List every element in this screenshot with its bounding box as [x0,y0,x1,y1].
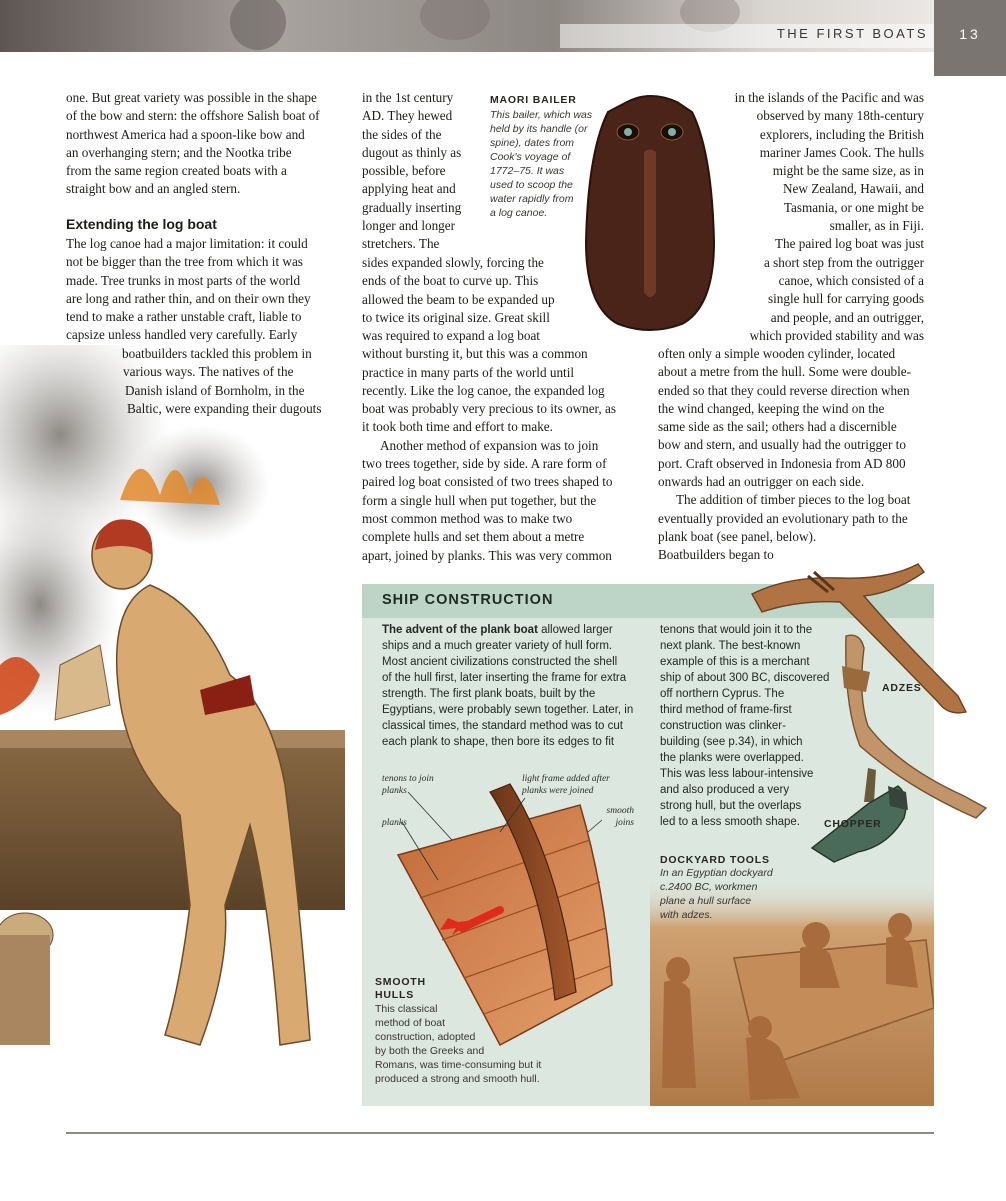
caption-line: This bailer, which was [490,109,593,121]
leader-line [408,792,452,840]
text-line: a short step from the outrigger [763,254,924,270]
text-line: plank boat (see panel, below). [658,528,817,544]
text-line: ship of about 300 BC, discovered [660,672,830,684]
text-line: led to a less smooth shape. [660,816,800,828]
text-line: tenons that would join it to the [660,624,813,636]
text-line: to twice its original size. Great skill [362,309,550,325]
caption-line: This classical [375,1003,438,1015]
text-line: most common method was to make two [362,510,573,526]
text-line: apart, joined by planks. This was very common [362,547,612,563]
caption-line: 1772–75. It was [490,165,565,177]
text-line: one. But great variety was possible in the shape [66,90,317,105]
text-line: eventually provided an evolutionary path to the [658,510,908,526]
label-smooth-joins [590,806,634,829]
text-line: are long and rather thin, and on their own they [66,290,311,306]
text-line: boat was probably very precious to its owner, as [362,401,617,417]
text-line: two trees together, side by side. A rare form of [362,456,607,472]
text-line: capsize unless handled very carefully. Early [66,327,298,343]
text-line: the sides of the [362,126,442,142]
text-line: of the bow and stern: the offshore Salish boat of [66,108,320,124]
text-line: same side as the sail; others had a discernible [658,419,897,435]
caption-line: a log canoe. [490,207,548,219]
caption-line: method of boat [375,1017,446,1029]
col3-paragraph-right-aligned [658,89,924,345]
text-line: single hull for carrying goods [767,291,924,307]
text-line: boatbuilders tackled this problem in [122,346,312,361]
text-line: in the islands of the Pacific and was [734,90,924,105]
caption-line: c.2400 BC, workmen [660,881,758,893]
col2-paragraph-mid [362,254,592,327]
text-line: strength. The first plank boats, built by the [382,688,596,700]
text-line: strong hull, but the overlaps [660,800,802,812]
text-line: New Zealand, Hawaii, and [783,181,924,197]
text-line: complete hulls and set them about a metre [362,529,585,545]
text-line: The paired log boat was just [774,236,924,252]
label-line: planks [382,785,407,796]
text-line: onwards had an outrigger on each side. [658,474,865,490]
text-line: port. Craft observed in Indonesia from AD 800 [658,455,906,471]
col2-paragraph-narrow [362,89,487,254]
text-line: smaller, as in Fiji. [829,218,924,234]
text-line: tend to make a rather unstable craft, liable to [66,309,302,325]
chopper-handle [864,768,876,802]
label-light-frame [522,774,610,797]
text-line: of the hull first, later inserting the frame for extra [382,672,627,684]
text-line: and people, and an outrigger, [770,309,924,325]
text-line: next plank. The best-known [660,640,801,652]
text-line: The addition of timber pieces to the log boat [676,492,911,508]
text-line: paired log boat consisted of two trees shaped to [362,474,613,490]
maori-bailer-caption-title: MAORI BAILER [490,94,577,106]
text-line: might be the same size, as in [772,163,924,179]
text-line: allowed the beam to be expanded up [362,291,555,307]
log-stump [0,935,50,1045]
text-line: Baltic, were expanding their dugouts [127,400,322,416]
relief-worker-head [802,922,830,950]
text-line: form a single hull when put together, but the [362,492,597,508]
intro-rest: allowed larger [537,624,613,636]
bailer-spine [644,150,656,298]
text-line: straight bow and an angled stern. [66,181,241,197]
text-line: Another method of expansion was to join [380,437,599,453]
smooth-hulls-title [375,976,426,1002]
text-line: ships and a much greater variety of hull form. [382,640,613,652]
text-line: classical times, the standard method was to cut [382,720,623,732]
caption-line: Cook's voyage of [490,151,571,163]
text-line: made. Tree trunks in most parts of the world [66,272,301,288]
label-tenons [382,774,434,797]
text-line: stretchers. The [362,236,440,252]
chopper-label: CHOPPER [824,818,882,830]
adzes-label: ADZES [882,682,922,694]
caption-line: produced a strong and smooth hull. [375,1073,540,1085]
text-line: practice in many parts of the world until [362,364,575,380]
text-line: construction was clinker- [660,720,786,732]
panel-heading: SHIP CONSTRUCTION [382,592,554,608]
text-line: off northern Cyprus. The [660,688,785,700]
text-line: various ways. The natives of the [123,364,294,380]
title-line: HULLS [375,989,414,1001]
dockyard-tools-title: DOCKYARD TOOLS [660,854,770,866]
text-line: about a metre from the hull. Some were double- [658,364,912,380]
panel-left-text [382,622,644,750]
text-line: it took both time and effort to make. [362,419,553,435]
coin-motif [230,0,286,50]
col1-paragraph-b [66,235,341,345]
caption-line: with adzes. [660,909,713,921]
text-line: mariner James Cook. The hulls [759,144,924,160]
text-line: each plank to shape, then bore its edges to fit [382,736,615,748]
col2-paragraph-full [362,327,637,565]
text-line: from the same region created boats with a [66,163,287,179]
text-line: explorers, including the British [759,126,924,142]
title-line: SMOOTH [375,976,426,988]
label-line: light frame added after [522,774,610,784]
text-line: possible, before [362,163,446,179]
text-line: This was less labour-intensive [660,768,814,780]
label-line: planks were joined [522,785,594,796]
text-line: recently. Like the log canoe, the expanded log [362,382,605,398]
footer-rule [66,1132,934,1134]
col3-paragraph-full [658,345,934,565]
caption-line: held by its handle (or [490,123,588,135]
text-line: ends of the boat to curve up. This [362,273,539,289]
text-line: bow and stern, and usually had the outrigger to [658,437,906,453]
text-line: building (see p.34), in which [660,736,803,748]
text-line: an overhanging stern; and the Nootka tribe [66,144,292,160]
smooth-hulls-caption [375,1002,565,1086]
text-line: dugout as thinly as [362,144,462,160]
text-line: longer and longer [362,218,456,234]
section-subheading: Extending the log boat [66,216,217,232]
text-line: Egyptians, were probably sewn together. Later, in [382,704,634,716]
text-line: Boatbuilders began to [658,547,774,563]
text-line: third method of frame-first [660,704,792,716]
caption-line: In an Egyptian dockyard [660,867,773,879]
label-planks: planks [382,818,407,828]
caption-line: Romans, was time-consuming but it [375,1059,542,1071]
caption-line: plane a hull surface [660,895,752,907]
text-line: example of this is a merchant [660,656,810,668]
relief-worker-head [888,913,912,939]
label-line: joins [615,817,634,828]
text-line [382,622,644,638]
text-line: canoe, which consisted of a [778,272,924,288]
intro-bold: The advent of the plank boat [382,624,538,636]
sculpture-motif [420,0,490,40]
text-line: Danish island of Bornholm, in the [125,382,305,398]
label-line: tenons to join [382,774,434,784]
caption-line: construction, adopted [375,1031,476,1043]
text-line: was required to expand a log boat [362,328,540,343]
adze-binding [842,666,870,692]
text-line: observed by many 18th-century [756,108,924,124]
page-number: 13 [959,26,981,42]
text-line: The log canoe had a major limitation: it could [66,236,308,251]
text-line: the wind changed, keeping the wind on the [658,400,885,416]
text-line: which provided stability and was [749,327,924,343]
dockyard-tools-caption [660,866,800,922]
text-line: Most ancient civilizations constructed the shell [382,656,618,668]
paua-shell-inlay [624,128,632,136]
label-line: smooth [606,806,634,816]
text-line: applying heat and [362,181,456,197]
text-line: sides expanded slowly, forcing the [362,255,544,270]
log-burning-illustration [0,345,350,1065]
text-line: and also produced a very [660,784,790,796]
caption-line: spine), dates from [490,137,575,149]
text-line: ended so that they could reverse direction when [658,382,910,398]
col1-paragraph-c [66,345,341,418]
text-line: in the 1st century [362,90,454,105]
caption-line: used to scoop the [490,179,573,191]
running-head: THE FIRST BOATS [776,26,928,41]
text-line: not be bigger than the tree from which it was [66,254,303,270]
relief-worker-head [666,957,690,983]
text-line: AD. They hewed [362,108,453,124]
caption-line: water rapidly from [490,193,574,205]
text-line: northwest America had a spoon-like bow and [66,126,305,142]
text-line: without bursting it, but this was a common [362,346,588,362]
relief-worker-head [748,1016,772,1040]
caption-line: by both the Greeks and [375,1045,485,1057]
text-line: Tasmania, or one might be [783,199,924,215]
text-line: the planks were overlapped. [660,752,804,764]
col1-paragraph-a [66,89,341,199]
text-line: often only a simple wooden cylinder, located [658,346,896,361]
text-line: gradually inserting [362,199,462,215]
